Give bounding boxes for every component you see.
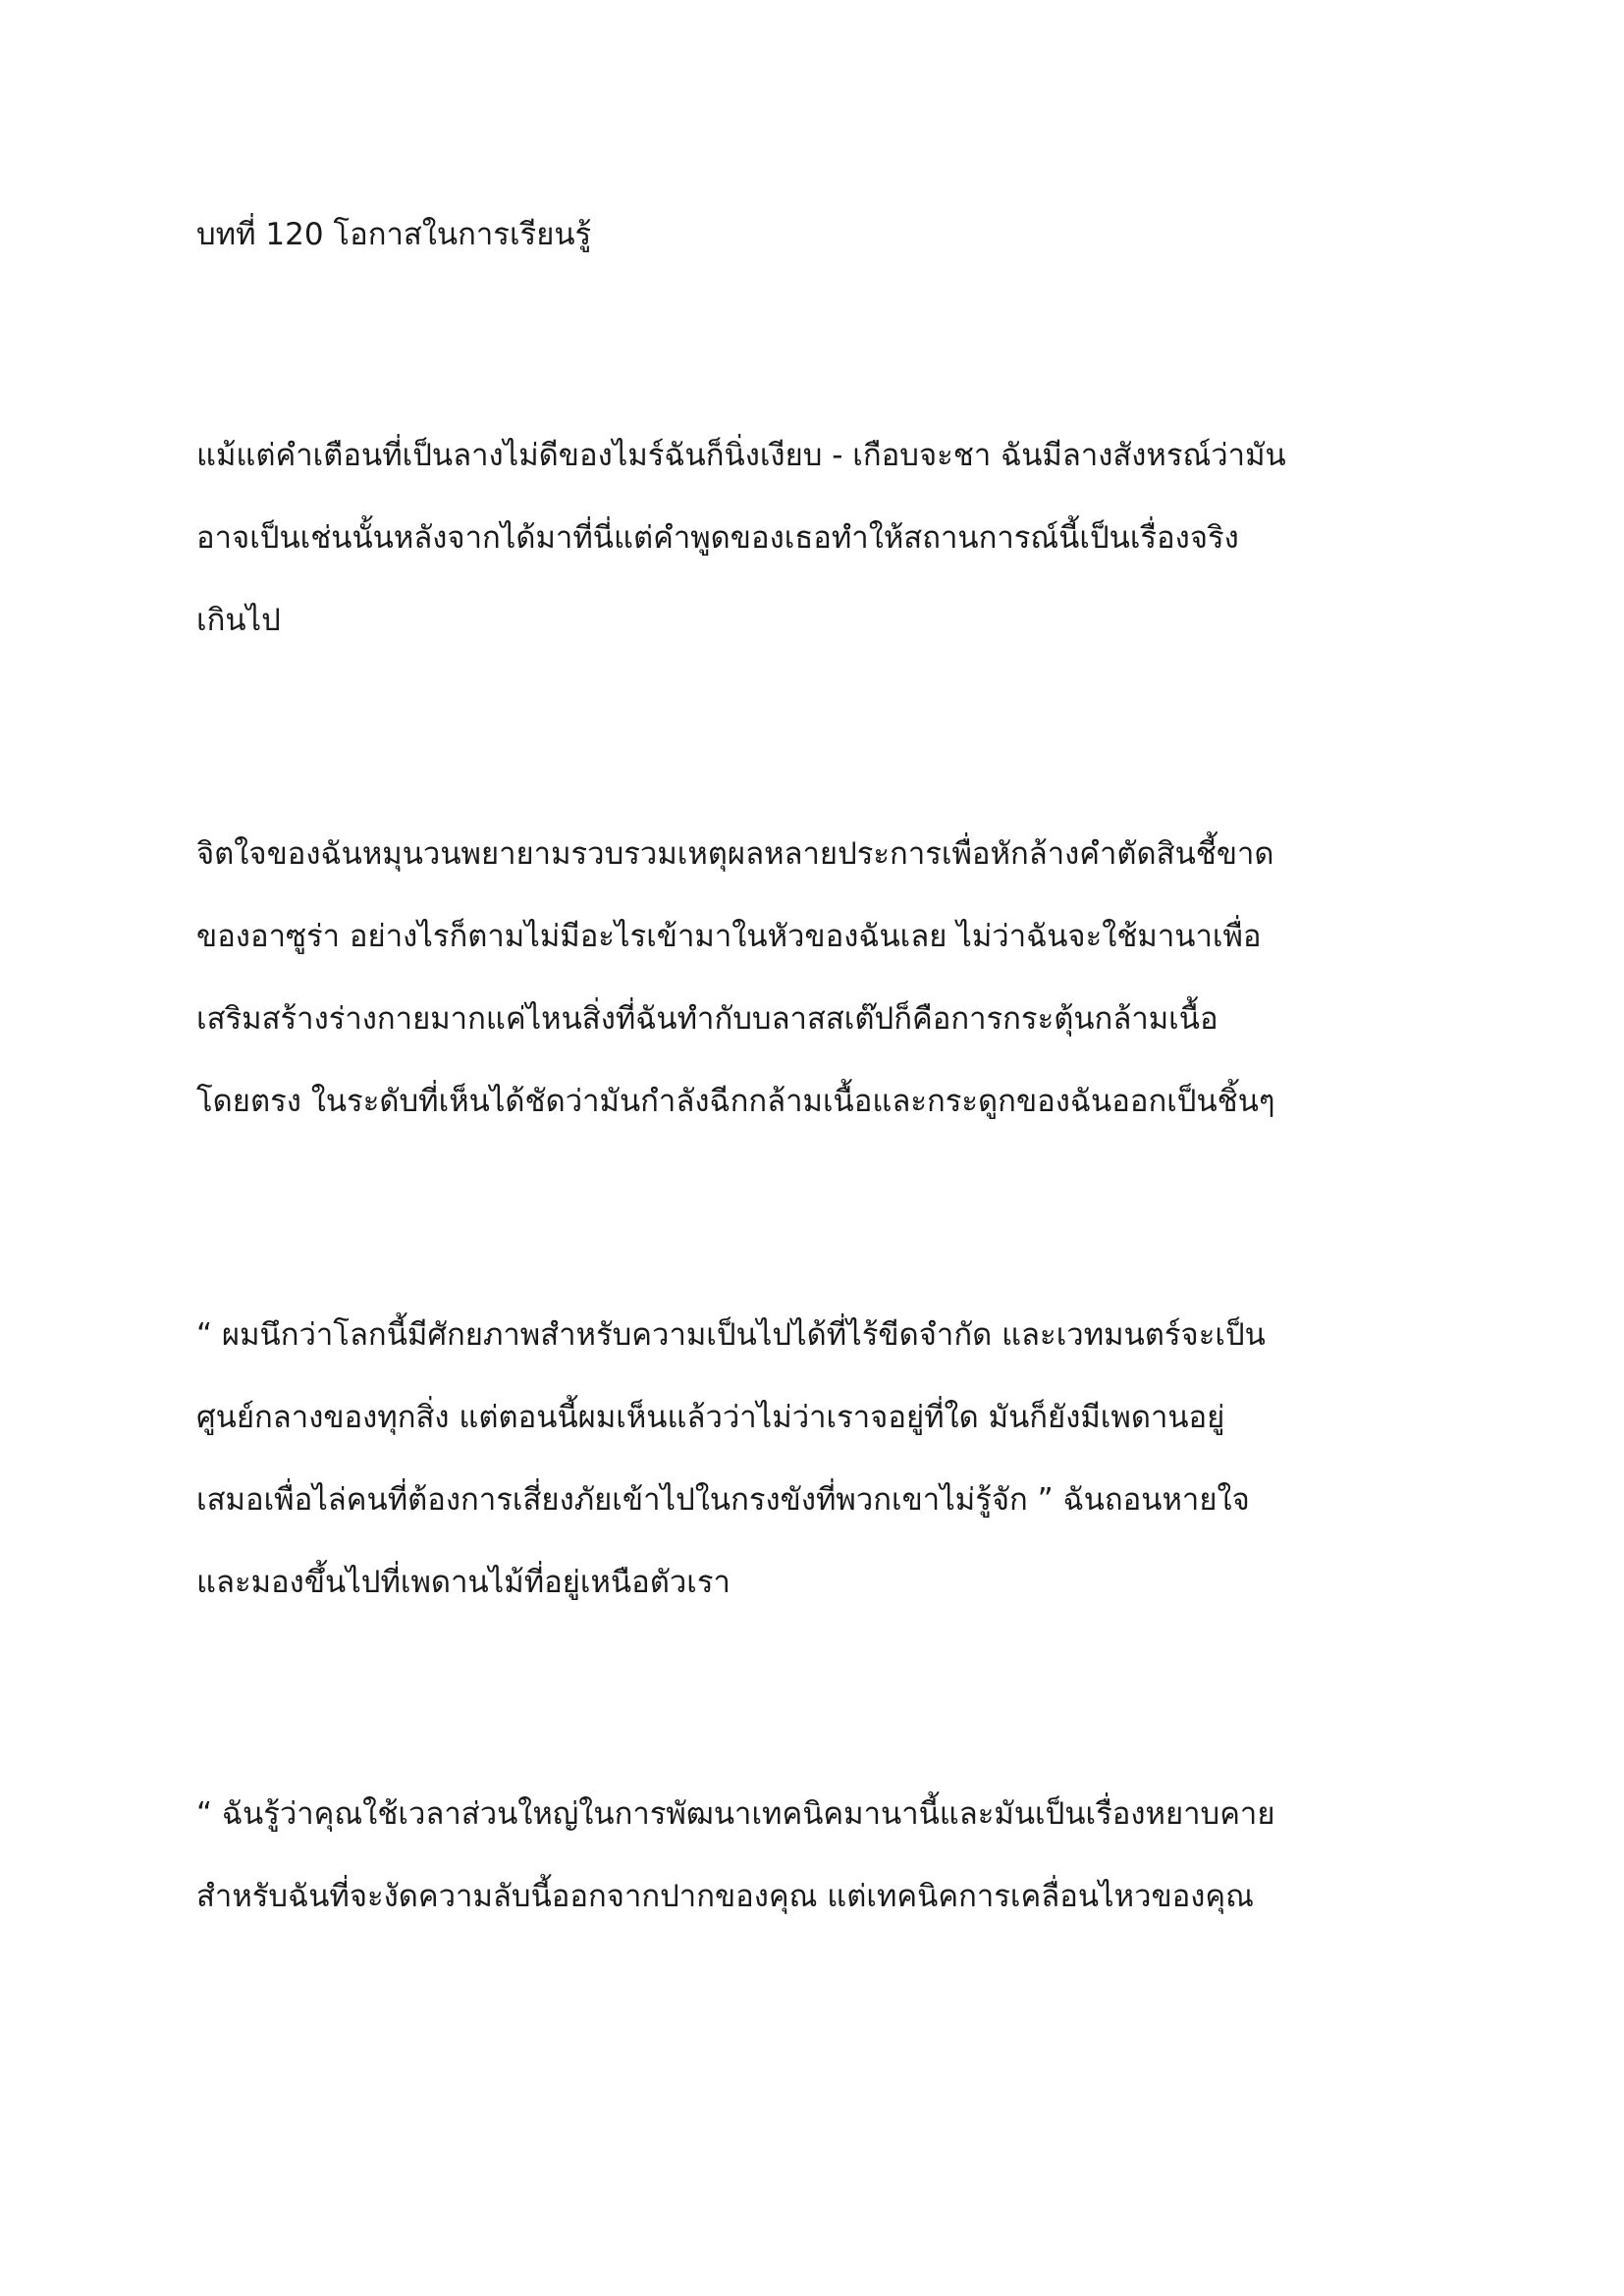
- text-line: ของอาซูร่า อย่างไรก็ตามไม่มีอะไรเข้ามาในหัวของฉันเลย ไม่ว่าฉันจะใช้มานาเพื่อ: [196, 919, 1262, 954]
- text-line: และมองขึ้นไปที่เพดานไม้ที่อยู่เหนือตัวเรา: [196, 1565, 731, 1600]
- paragraph-4: [196, 1773, 1473, 1938]
- text-line: โดยตรง ในระดับที่เห็นได้ชัดว่ามันกำลังฉีกกล้ามเนื้อและกระดูกของฉันออกเป็นชิ้นๆ: [196, 1084, 1275, 1119]
- text-line: “ ผมนึกว่าโลกนี้มีศักยภาพสำหรับความเป็นไปได้ที่ไร้ขีดจำกัด และเวทมนตร์จะเป็น: [196, 1317, 1266, 1353]
- chapter-title: บทที่ 120 โอกาสในการเรียนรู้: [196, 217, 592, 252]
- text-line: เสมอเพื่อไล่คนที่ต้องการเสี่ยงภัยเข้าไปในกรงขังที่พวกเขาไม่รู้จัก ” ฉันถอนหายใจ: [196, 1482, 1250, 1518]
- paragraph-3: [196, 1294, 1473, 1624]
- paragraph-1: [196, 414, 1473, 662]
- text-line: ศูนย์กลางของทุกสิ่ง แต่ตอนนี้ผมเห็นแล้วว่าไม่ว่าเราจอยู่ที่ใด มันก็ยังมีเพดานอยู่: [196, 1400, 1225, 1435]
- paragraph-2: [196, 813, 1473, 1143]
- text-line: อาจเป็นเช่นนั้นหลังจากได้มาที่นี่แต่คำพูดของเธอทำให้สถานการณ์นี้เป็นเรื่องจริง: [196, 520, 1239, 556]
- text-line: สำหรับฉันที่จะงัดความลับนี้ออกจากปากของคุณ แต่เทคนิคการเคลื่อนไหวของคุณ: [196, 1879, 1254, 1914]
- text-line: จิตใจของฉันหมุนวนพยายามรวบรวมเหตุผลหลายประการเพื่อหักล้างคำตัดสินชี้ขาด: [196, 836, 1274, 872]
- text-line: แม้แต่คำเตือนที่เป็นลางไม่ดีของไมร์ฉันก็นิ่งเงียบ - เกือบจะชา ฉันมีลางสังหรณ์ว่ามัน: [196, 438, 1286, 473]
- text-line: เสริมสร้างร่างกายมากแค่ไหนสิ่งที่ฉันทำกับบลาสสเต๊ปก็คือการกระตุ้นกล้ามเนื้อ: [196, 1001, 1218, 1037]
- text-line: เกินไป: [196, 603, 281, 638]
- text-line: “ ฉันรู้ว่าคุณใช้เวลาส่วนใหญ่ในการพัฒนาเทคนิคมานานี้และมันเป็นเรื่องหยาบคาย: [196, 1796, 1275, 1832]
